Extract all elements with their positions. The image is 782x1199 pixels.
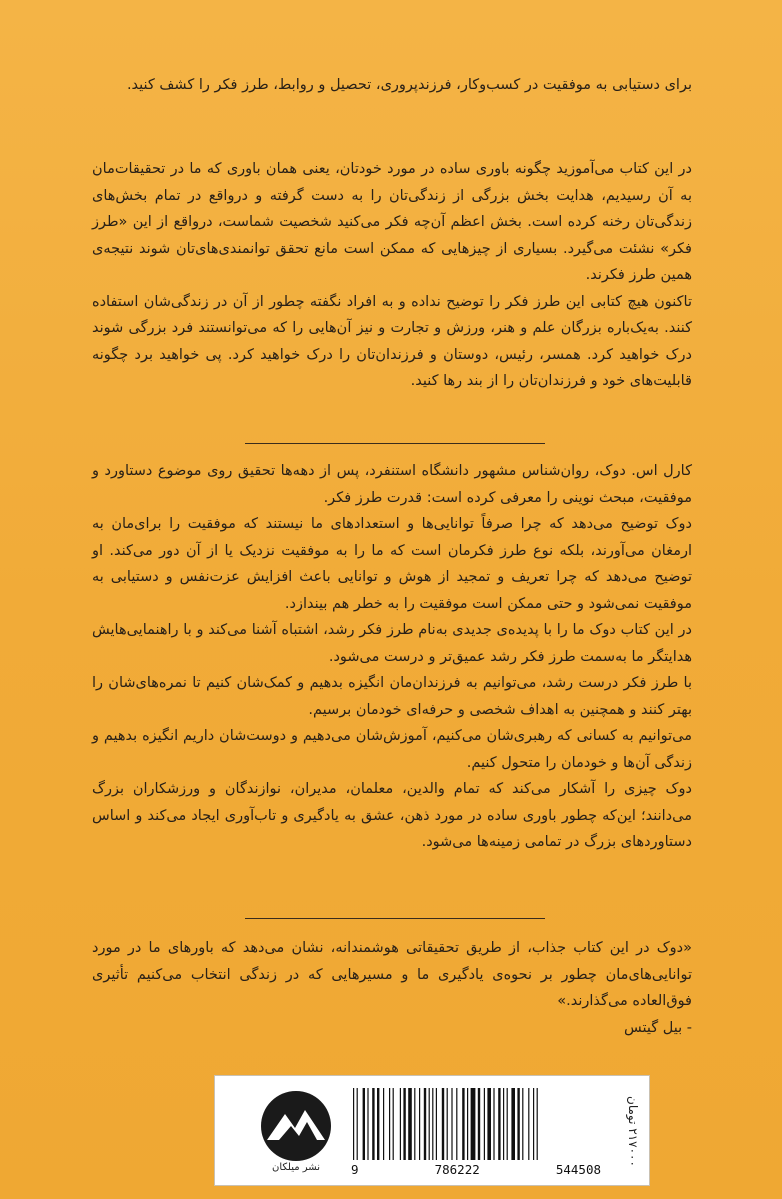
intro-section — [92, 72, 692, 99]
barcode-bar — [429, 1088, 430, 1160]
isbn-group: 786222 — [434, 1162, 480, 1177]
author-paragraph: دوک چیزی را آشکار می‌کند که تمام والدین، معلمان، مدیران، نوازندگان و ورزشکاران بزرگ می‌دانند؛ این‌که چطور باوری ساده در مورد ذهن، عشق به یادگیری و تاب‌آوری ایجاد می‌کند و اساس دستاوردهای بزرگ در تمامی زمینه‌ها می‌شود. — [92, 781, 692, 850]
barcode-bar — [424, 1088, 426, 1160]
price-label: ۲۱۷۰۰۰ تومان — [626, 1095, 640, 1167]
author-paragraph: در این کتاب دوک ما را با پدیده‌ی جدیدی به‌نام طرز فکر رشد، اشتباه آشنا می‌کند و با راهنمایی‌هایش هدایتگر ما به‌سمت طرز فکر رشد عمیق‌تر و درست می‌شود. — [92, 622, 692, 665]
quote-section — [92, 935, 692, 1041]
barcode-bar — [442, 1088, 444, 1160]
barcode-bar — [507, 1088, 508, 1160]
barcode-bar — [484, 1088, 485, 1160]
barcode-bar — [456, 1088, 457, 1160]
section-divider — [245, 443, 545, 444]
barcode-bar — [436, 1088, 437, 1160]
barcode-bar — [487, 1088, 491, 1160]
about-book-section — [92, 156, 692, 395]
author-paragraph: کارل اس. دوک، روان‌شناس مشهور دانشگاه استنفرد، پس از دهه‌ها تحقیق روی موضوع دستاورد و موفقیت، مبحث نوینی را معرفی کرده است: قدرت طرز فکر. — [92, 463, 692, 506]
quote-attribution: - بیل گیتس — [624, 1019, 692, 1036]
barcode-bar — [403, 1088, 405, 1160]
barcode-bar — [400, 1088, 401, 1160]
author-paragraph: با طرز فکر درست رشد، می‌توانیم به فرزندان‌مان انگیزه بدهیم و کمک‌شان کنیم تا نمره‌های‌شان را بهتر کنند و همچنین به اهداف شخصی و حرفه‌ای خودمان برسیم. — [92, 675, 692, 718]
barcode-bar — [357, 1088, 358, 1160]
barcode-bar — [451, 1088, 452, 1160]
barcode-bar — [432, 1088, 433, 1160]
barcode-bar — [493, 1088, 494, 1160]
barcode-box — [214, 1075, 650, 1186]
isbn-number — [351, 1162, 601, 1178]
barcode-bar — [393, 1088, 394, 1160]
barcode-bar — [537, 1088, 538, 1160]
barcode-bar — [389, 1088, 390, 1160]
barcode-bar — [419, 1088, 420, 1160]
barcode-bar — [372, 1088, 374, 1160]
barcode-bar — [503, 1088, 504, 1160]
barcode-bar — [367, 1088, 368, 1160]
barcode-bar — [383, 1088, 384, 1160]
barcode-bar — [363, 1088, 365, 1160]
barcode-bar — [528, 1088, 529, 1160]
barcode-bar — [414, 1088, 415, 1160]
about-paragraph: در این کتاب می‌آموزید چگونه باوری ساده در مورد خودتان، یعنی همان باوری که ما در تحقیقات‌مان به آن رسیدیم، هدایت بخش بزرگی از زندگی‌تان را به دست گرفته و درواقع در تمام بخش‌های زندگی‌تان رخنه کرده است. بخش اعظم آن‌چه فکر می‌کنید شخصیت شماست، درواقع از این «طرز فکر» نشئت می‌گیرد. بسیاری از چیزهایی که ممکن است مانع تحقق توانمندی‌های‌تان شوند نتیجه‌ی همین طرز فکرند. — [92, 161, 692, 283]
section-divider — [245, 918, 545, 919]
barcode-bar — [462, 1088, 464, 1160]
barcode-bar — [498, 1088, 500, 1160]
barcode-bar — [478, 1088, 480, 1160]
quote-text: «دوک در این کتاب جذاب، از طریق تحقیقاتی هوشمندانه، نشان می‌دهد که باورهای ما در مورد توانایی‌های‌مان چطور بر نحوه‌ی یادگیری ما و مسیرهایی که در زندگی انتخاب می‌کنیم تأثیری فوق‌العاده می‌گذارند.» — [92, 940, 692, 1009]
author-paragraph: دوک توضیح می‌دهد که چرا صرفاً توانایی‌ها و استعدادهای ما نیستند که موفقیت را برای‌مان به ارمغان می‌آورند، بلکه نوع طرز فکرمان است که ما را به موفقیت نزدیک یا از آن دور می‌کند. او توضیح می‌دهد که چرا تعریف و تمجید از هوش و توانایی باعث افزایش عزت‌نفس و دستیابی به موفقیت نمی‌شود و حتی ممکن است موفقیت را به خطر هم بیندازد. — [92, 516, 692, 612]
intro-paragraph: برای دستیابی به موفقیت در کسب‌وکار، فرزندپروری، تحصیل و روابط، طرز فکر را کشف کنید. — [126, 77, 692, 93]
about-paragraph: تاکنون هیچ کتابی این طرز فکر را توضیح نداده و به افراد نگفته چطور از آن در زندگی‌شان استفاده کنند. به‌یک‌باره بزرگان علم و هنر، ورزش و تجارت و نیز آن‌هایی را که می‌توانستند فرد بزرگی شوند درک خواهید کرد. همسر، رئیس، دوستان و فرزندان‌تان را درک خواهید کرد. پی خواهید برد چگونه قابلیت‌های خود و فرزندان‌تان را از بند رها کنید. — [92, 293, 692, 389]
author-paragraph: می‌توانیم به کسانی که رهبری‌شان می‌کنیم، آموزش‌شان می‌دهیم و دوست‌شان داریم انگیزه بدهیم و زندگی آن‌ها و خودمان را متحول کنیم. — [92, 728, 692, 771]
barcode-bar — [522, 1088, 523, 1160]
barcode-bar — [353, 1088, 354, 1160]
barcode-bar — [533, 1088, 534, 1160]
barcode-bar — [447, 1088, 448, 1160]
author-section — [92, 458, 692, 856]
barcode-bar — [377, 1088, 379, 1160]
barcode-bar — [467, 1088, 468, 1160]
isbn-prefix: 9 — [351, 1162, 359, 1177]
barcode-bar — [517, 1088, 519, 1160]
barcode-bar — [471, 1088, 476, 1160]
isbn-group: 544508 — [555, 1162, 601, 1177]
barcode-bar — [408, 1088, 412, 1160]
barcode-bars — [351, 1088, 601, 1160]
barcode-bar — [511, 1088, 515, 1160]
publisher-name: نشر میلکان — [272, 1162, 320, 1173]
